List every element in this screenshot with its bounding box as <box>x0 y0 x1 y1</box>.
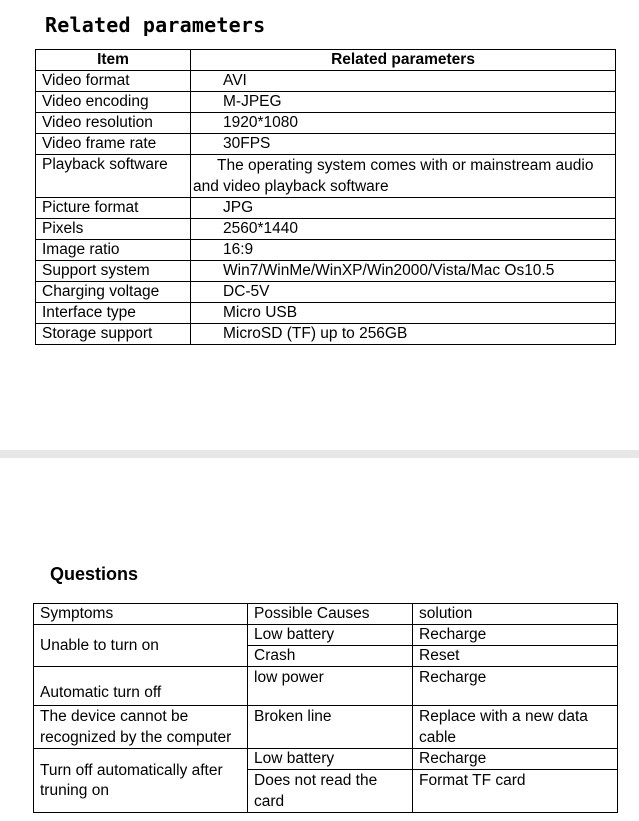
table-row <box>36 282 616 303</box>
table-row <box>36 134 616 155</box>
solution-cell: Recharge <box>413 667 618 706</box>
param-value: Win7/WinMe/WinXP/Win2000/Vista/Mac Os10.5 <box>191 261 616 282</box>
param-value: 1920*1080 <box>191 113 616 134</box>
param-item: Video frame rate <box>36 134 191 155</box>
parameters-table <box>35 49 616 345</box>
page-separator <box>0 450 639 458</box>
param-item: Playback software <box>36 155 191 198</box>
solution-cell: Replace with a new data cable <box>413 706 618 749</box>
header-related-parameters: Related parameters <box>191 50 616 71</box>
param-item: Support system <box>36 261 191 282</box>
solution-cell: Recharge <box>413 749 618 770</box>
param-value: DC-5V <box>191 282 616 303</box>
table-row <box>34 667 618 706</box>
cause-cell: Low battery <box>248 749 413 770</box>
table-row <box>36 155 616 198</box>
param-value: M-JPEG <box>191 92 616 113</box>
table-row <box>36 71 616 92</box>
param-value: 2560*1440 <box>191 219 616 240</box>
header-symptoms: Symptoms <box>34 604 248 625</box>
cause-cell: low power <box>248 667 413 706</box>
header-item: Item <box>36 50 191 71</box>
cause-cell: Broken line <box>248 706 413 749</box>
param-value: AVI <box>191 71 616 92</box>
cause-cell: Does not read the card <box>248 770 413 813</box>
param-item: Video encoding <box>36 92 191 113</box>
param-value: JPG <box>191 198 616 219</box>
table-row <box>36 198 616 219</box>
cause-cell: Crash <box>248 646 413 667</box>
table-row <box>36 113 616 134</box>
param-value: MicroSD (TF) up to 256GB <box>191 324 616 345</box>
symptom-cell: Turn off automatically after truning on <box>34 749 248 813</box>
param-item: Image ratio <box>36 240 191 261</box>
table-row <box>36 303 616 324</box>
param-value: 16:9 <box>191 240 616 261</box>
parameters-header-row <box>36 50 616 71</box>
table-row <box>34 706 618 749</box>
solution-cell: Recharge <box>413 625 618 646</box>
table-row <box>34 749 618 770</box>
param-item: Pixels <box>36 219 191 240</box>
param-value: 30FPS <box>191 134 616 155</box>
param-item: Video format <box>36 71 191 92</box>
param-value: Micro USB <box>191 303 616 324</box>
header-solution: solution <box>413 604 618 625</box>
table-row <box>36 324 616 345</box>
symptom-cell: Unable to turn on <box>34 625 248 667</box>
table-row <box>34 625 618 646</box>
questions-header-row <box>34 604 618 625</box>
param-item: Interface type <box>36 303 191 324</box>
related-parameters-heading: Related parameters <box>45 13 266 37</box>
param-item: Picture format <box>36 198 191 219</box>
param-item: Storage support <box>36 324 191 345</box>
table-row <box>36 92 616 113</box>
param-item: Charging voltage <box>36 282 191 303</box>
param-item: Video resolution <box>36 113 191 134</box>
solution-cell: Format TF card <box>413 770 618 813</box>
cause-cell: Low battery <box>248 625 413 646</box>
table-row <box>36 219 616 240</box>
table-row <box>36 261 616 282</box>
questions-heading: Questions <box>50 564 139 584</box>
header-possible-causes: Possible Causes <box>248 604 413 625</box>
questions-table <box>33 603 618 813</box>
solution-cell: Reset <box>413 646 618 667</box>
symptom-cell: Automatic turn off <box>34 667 248 706</box>
param-value: The operating system comes with or mainstream audio and video playback software <box>191 155 616 198</box>
symptom-cell: The device cannot be recognized by the computer <box>34 706 248 749</box>
table-row <box>36 240 616 261</box>
